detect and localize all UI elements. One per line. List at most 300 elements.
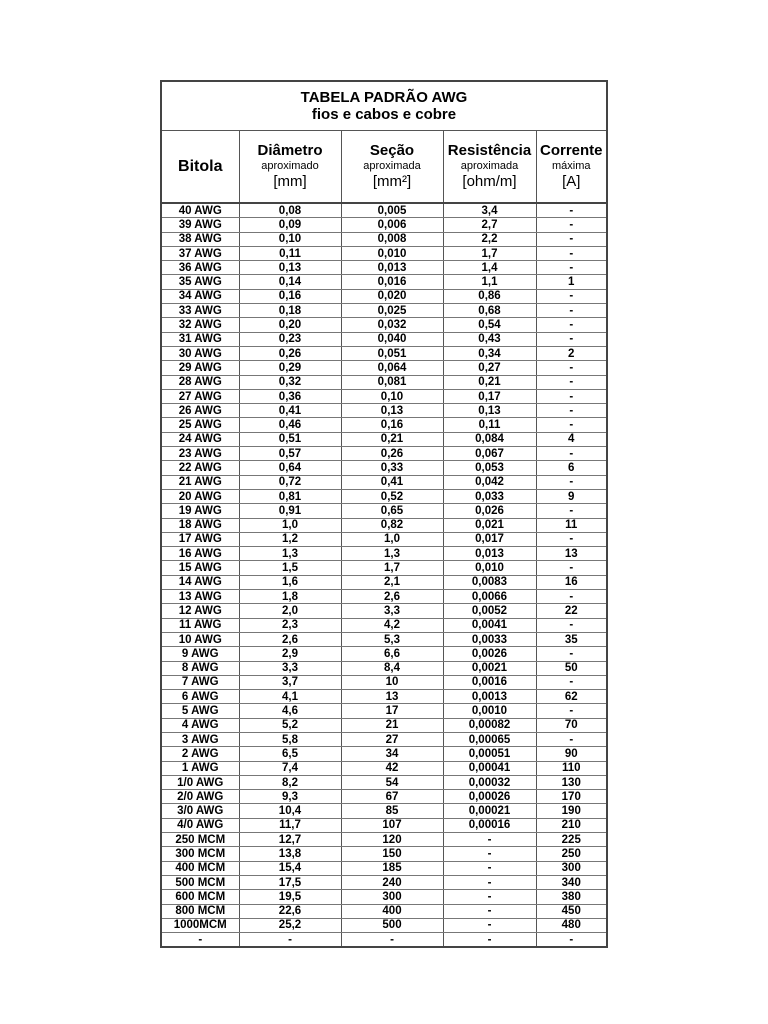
diametro-cell: 5,2 — [239, 718, 341, 732]
secao-cell: 120 — [341, 833, 443, 847]
header-corrente — [536, 131, 606, 203]
bitola-cell: 35 AWG — [162, 275, 239, 289]
secao-cell: 185 — [341, 861, 443, 875]
bitola-cell: 34 AWG — [162, 289, 239, 303]
resistencia-cell: - — [443, 833, 536, 847]
table-row — [162, 632, 606, 646]
secao-cell: 0,41 — [341, 475, 443, 489]
bitola-cell: 27 AWG — [162, 389, 239, 403]
secao-cell: 0,008 — [341, 232, 443, 246]
resistencia-cell: 0,0033 — [443, 632, 536, 646]
bitola-cell: 16 AWG — [162, 547, 239, 561]
table-row — [162, 332, 606, 346]
secao-cell: 2,1 — [341, 575, 443, 589]
secao-cell: 1,0 — [341, 532, 443, 546]
corrente-cell: - — [536, 289, 606, 303]
table-row — [162, 547, 606, 561]
table-title: TABELA PADRÃO AWG — [300, 89, 468, 106]
resistencia-cell: 0,00051 — [443, 747, 536, 761]
secao-cell: 6,6 — [341, 647, 443, 661]
resistencia-cell: 1,7 — [443, 246, 536, 260]
diametro-cell: 13,8 — [239, 847, 341, 861]
corrente-cell: - — [536, 404, 606, 418]
corrente-cell: - — [536, 318, 606, 332]
secao-cell: 400 — [341, 904, 443, 918]
diametro-cell: 7,4 — [239, 761, 341, 775]
resistencia-cell: 0,0026 — [443, 647, 536, 661]
bitola-cell: 38 AWG — [162, 232, 239, 246]
secao-cell: 0,21 — [341, 432, 443, 446]
diametro-cell: 10,4 — [239, 804, 341, 818]
resistencia-cell: 0,033 — [443, 489, 536, 503]
resistencia-cell: 1,4 — [443, 261, 536, 275]
resistencia-cell: 0,00041 — [443, 761, 536, 775]
table-row — [162, 675, 606, 689]
secao-cell: 3,3 — [341, 604, 443, 618]
resistencia-cell: 0,00021 — [443, 804, 536, 818]
awg-table-sheet — [160, 80, 608, 948]
resistencia-cell: 0,27 — [443, 361, 536, 375]
diametro-cell: 0,18 — [239, 304, 341, 318]
diametro-cell: 15,4 — [239, 861, 341, 875]
bitola-cell: 500 MCM — [162, 875, 239, 889]
bitola-cell: 21 AWG — [162, 475, 239, 489]
diametro-cell: 0,20 — [239, 318, 341, 332]
corrente-cell: 110 — [536, 761, 606, 775]
bitola-cell: 30 AWG — [162, 346, 239, 360]
bitola-cell: 800 MCM — [162, 904, 239, 918]
table-row — [162, 203, 606, 218]
diametro-cell: 0,16 — [239, 289, 341, 303]
resistencia-cell: - — [443, 933, 536, 947]
header-diametro-unit: [mm] — [273, 173, 307, 190]
table-row — [162, 304, 606, 318]
secao-cell: 0,10 — [341, 389, 443, 403]
bitola-cell: 19 AWG — [162, 504, 239, 518]
resistencia-cell: 2,2 — [443, 232, 536, 246]
diametro-cell: 0,32 — [239, 375, 341, 389]
secao-cell: 10 — [341, 675, 443, 689]
corrente-cell: - — [536, 732, 606, 746]
resistencia-cell: 0,0010 — [443, 704, 536, 718]
resistencia-cell: 0,11 — [443, 418, 536, 432]
corrente-cell: 250 — [536, 847, 606, 861]
table-row — [162, 804, 606, 818]
diametro-cell: 1,0 — [239, 518, 341, 532]
secao-cell: 0,025 — [341, 304, 443, 318]
secao-cell: 1,3 — [341, 547, 443, 561]
corrente-cell: - — [536, 647, 606, 661]
resistencia-cell: 0,026 — [443, 504, 536, 518]
diametro-cell: 0,23 — [239, 332, 341, 346]
corrente-cell: - — [536, 246, 606, 260]
corrente-cell: 170 — [536, 790, 606, 804]
bitola-cell: 1 AWG — [162, 761, 239, 775]
corrente-cell: - — [536, 332, 606, 346]
secao-cell: - — [341, 933, 443, 947]
bitola-cell: 25 AWG — [162, 418, 239, 432]
table-row — [162, 590, 606, 604]
bitola-cell: 13 AWG — [162, 590, 239, 604]
diametro-cell: 3,3 — [239, 661, 341, 675]
diametro-cell: 0,81 — [239, 489, 341, 503]
secao-cell: 0,33 — [341, 461, 443, 475]
corrente-cell: 11 — [536, 518, 606, 532]
diametro-cell: 0,14 — [239, 275, 341, 289]
resistencia-cell: 0,00082 — [443, 718, 536, 732]
header-secao-unit: [mm²] — [372, 173, 412, 190]
table-row — [162, 847, 606, 861]
secao-cell: 17 — [341, 704, 443, 718]
secao-cell: 54 — [341, 775, 443, 789]
bitola-cell: 33 AWG — [162, 304, 239, 318]
corrente-cell: 210 — [536, 818, 606, 832]
table-row — [162, 418, 606, 432]
table-row — [162, 690, 606, 704]
bitola-cell: 7 AWG — [162, 675, 239, 689]
bitola-cell: 32 AWG — [162, 318, 239, 332]
bitola-cell: 22 AWG — [162, 461, 239, 475]
table-row — [162, 918, 606, 932]
secao-cell: 0,051 — [341, 346, 443, 360]
corrente-cell: 90 — [536, 747, 606, 761]
bitola-cell: 400 MCM — [162, 861, 239, 875]
resistencia-cell: 0,067 — [443, 447, 536, 461]
table-row — [162, 461, 606, 475]
resistencia-cell: 0,0041 — [443, 618, 536, 632]
secao-cell: 27 — [341, 732, 443, 746]
corrente-cell: - — [536, 933, 606, 947]
resistencia-cell: - — [443, 875, 536, 889]
secao-cell: 0,081 — [341, 375, 443, 389]
secao-cell: 240 — [341, 875, 443, 889]
table-row — [162, 618, 606, 632]
bitola-cell: 5 AWG — [162, 704, 239, 718]
diametro-cell: 0,13 — [239, 261, 341, 275]
secao-cell: 0,032 — [341, 318, 443, 332]
resistencia-cell: 1,1 — [443, 275, 536, 289]
corrente-cell: 225 — [536, 833, 606, 847]
table-row — [162, 818, 606, 832]
corrente-cell: 1 — [536, 275, 606, 289]
resistencia-cell: 0,021 — [443, 518, 536, 532]
diametro-cell: 1,6 — [239, 575, 341, 589]
table-row — [162, 389, 606, 403]
diametro-cell: 0,10 — [239, 232, 341, 246]
resistencia-cell: - — [443, 904, 536, 918]
secao-cell: 300 — [341, 890, 443, 904]
corrente-cell: - — [536, 375, 606, 389]
resistencia-cell: 0,0021 — [443, 661, 536, 675]
secao-cell: 0,13 — [341, 404, 443, 418]
diametro-cell: 0,09 — [239, 218, 341, 232]
bitola-cell: 6 AWG — [162, 690, 239, 704]
corrente-cell: 340 — [536, 875, 606, 889]
resistencia-cell: 0,34 — [443, 346, 536, 360]
secao-cell: 67 — [341, 790, 443, 804]
table-row — [162, 346, 606, 360]
bitola-cell: 12 AWG — [162, 604, 239, 618]
bitola-cell: 8 AWG — [162, 661, 239, 675]
diametro-cell: 0,57 — [239, 447, 341, 461]
corrente-cell: - — [536, 590, 606, 604]
resistencia-cell: 0,010 — [443, 561, 536, 575]
header-corrente-sub: máxima — [551, 160, 591, 172]
bitola-cell: 15 AWG — [162, 561, 239, 575]
table-row — [162, 933, 606, 947]
resistencia-cell: 0,0066 — [443, 590, 536, 604]
corrente-cell: 22 — [536, 604, 606, 618]
corrente-cell: 2 — [536, 346, 606, 360]
secao-cell: 0,26 — [341, 447, 443, 461]
diametro-cell: 1,3 — [239, 547, 341, 561]
resistencia-cell: 0,00016 — [443, 818, 536, 832]
diametro-cell: 1,5 — [239, 561, 341, 575]
secao-cell: 0,016 — [341, 275, 443, 289]
bitola-cell: 300 MCM — [162, 847, 239, 861]
diametro-cell: 0,72 — [239, 475, 341, 489]
secao-cell: 150 — [341, 847, 443, 861]
resistencia-cell: - — [443, 847, 536, 861]
table-row — [162, 747, 606, 761]
header-bitola — [162, 131, 239, 203]
bitola-cell: 18 AWG — [162, 518, 239, 532]
secao-cell: 85 — [341, 804, 443, 818]
corrente-cell: - — [536, 218, 606, 232]
table-row — [162, 732, 606, 746]
header-resistencia-unit: [ohm/m] — [462, 173, 517, 190]
table-row — [162, 532, 606, 546]
bitola-cell: 1/0 AWG — [162, 775, 239, 789]
table-row — [162, 246, 606, 260]
diametro-cell: 2,3 — [239, 618, 341, 632]
table-body — [162, 203, 606, 946]
diametro-cell: 3,7 — [239, 675, 341, 689]
secao-cell: 0,020 — [341, 289, 443, 303]
corrente-cell: 4 — [536, 432, 606, 446]
resistencia-cell: 0,00026 — [443, 790, 536, 804]
secao-cell: 0,16 — [341, 418, 443, 432]
bitola-cell: 36 AWG — [162, 261, 239, 275]
table-row — [162, 375, 606, 389]
resistencia-cell: 0,0016 — [443, 675, 536, 689]
bitola-cell: 17 AWG — [162, 532, 239, 546]
resistencia-cell: 0,0083 — [443, 575, 536, 589]
header-secao-label: Seção — [369, 142, 415, 159]
header-corrente-unit: [A] — [562, 173, 581, 190]
corrente-cell: 190 — [536, 804, 606, 818]
corrente-cell: - — [536, 261, 606, 275]
corrente-cell: - — [536, 618, 606, 632]
bitola-cell: 4 AWG — [162, 718, 239, 732]
table-row — [162, 275, 606, 289]
resistencia-cell: 0,00032 — [443, 775, 536, 789]
table-row — [162, 647, 606, 661]
header-resistencia — [443, 131, 536, 203]
bitola-cell: 20 AWG — [162, 489, 239, 503]
table-row — [162, 447, 606, 461]
diametro-cell: 0,26 — [239, 346, 341, 360]
secao-cell: 34 — [341, 747, 443, 761]
header-row — [162, 131, 606, 203]
resistencia-cell: 3,4 — [443, 203, 536, 218]
secao-cell: 1,7 — [341, 561, 443, 575]
table-row — [162, 775, 606, 789]
table-row — [162, 833, 606, 847]
bitola-cell: 24 AWG — [162, 432, 239, 446]
secao-cell: 8,4 — [341, 661, 443, 675]
secao-cell: 0,52 — [341, 489, 443, 503]
table-row — [162, 875, 606, 889]
resistencia-cell: 0,21 — [443, 375, 536, 389]
diametro-cell: 2,6 — [239, 632, 341, 646]
header-secao — [341, 131, 443, 203]
table-row — [162, 604, 606, 618]
table-row — [162, 790, 606, 804]
corrente-cell: 130 — [536, 775, 606, 789]
table-row — [162, 561, 606, 575]
secao-cell: 4,2 — [341, 618, 443, 632]
secao-cell: 107 — [341, 818, 443, 832]
corrente-cell: 50 — [536, 661, 606, 675]
table-row — [162, 404, 606, 418]
header-diametro-sub: aproximado — [261, 160, 319, 172]
secao-cell: 0,040 — [341, 332, 443, 346]
bitola-cell: - — [198, 933, 203, 946]
resistencia-cell: 0,86 — [443, 289, 536, 303]
corrente-cell: 300 — [536, 861, 606, 875]
diametro-cell: 0,11 — [239, 246, 341, 260]
diametro-cell: 12,7 — [239, 833, 341, 847]
corrente-cell: - — [536, 389, 606, 403]
header-resistencia-label: Resistência — [447, 142, 532, 159]
corrente-cell: - — [536, 475, 606, 489]
diametro-cell: 4,6 — [239, 704, 341, 718]
bitola-cell: 600 MCM — [162, 890, 239, 904]
table-row — [162, 761, 606, 775]
bitola-cell: 23 AWG — [162, 447, 239, 461]
corrente-cell: 9 — [536, 489, 606, 503]
resistencia-cell: - — [443, 918, 536, 932]
diametro-cell: 17,5 — [239, 875, 341, 889]
secao-cell: 0,013 — [341, 261, 443, 275]
secao-cell: 0,010 — [341, 246, 443, 260]
header-bitola-label: Bitola — [178, 158, 223, 175]
corrente-cell: 16 — [536, 575, 606, 589]
diametro-cell: 6,5 — [239, 747, 341, 761]
resistencia-cell: 0,43 — [443, 332, 536, 346]
secao-cell: 0,65 — [341, 504, 443, 518]
resistencia-cell: 0,00065 — [443, 732, 536, 746]
header-diametro-label: Diâmetro — [257, 142, 323, 159]
diametro-cell: 0,29 — [239, 361, 341, 375]
diametro-cell: 22,6 — [239, 904, 341, 918]
bitola-cell: 250 MCM — [162, 833, 239, 847]
table-row — [162, 318, 606, 332]
header-secao-sub: aproximada — [363, 160, 421, 172]
table-row — [162, 289, 606, 303]
bitola-cell: 10 AWG — [162, 632, 239, 646]
diametro-cell: 2,9 — [239, 647, 341, 661]
bitola-cell: 2/0 AWG — [162, 790, 239, 804]
resistencia-cell: - — [443, 890, 536, 904]
resistencia-cell: 0,68 — [443, 304, 536, 318]
resistencia-cell: - — [443, 861, 536, 875]
secao-cell: 5,3 — [341, 632, 443, 646]
table-row — [162, 361, 606, 375]
bitola-cell: 40 AWG — [162, 203, 239, 218]
table-row — [162, 575, 606, 589]
corrente-cell: - — [536, 232, 606, 246]
bitola-cell: 29 AWG — [162, 361, 239, 375]
table-row — [162, 475, 606, 489]
diametro-cell: 19,5 — [239, 890, 341, 904]
corrente-cell: 450 — [536, 904, 606, 918]
corrente-cell: - — [536, 361, 606, 375]
bitola-cell: 11 AWG — [162, 618, 239, 632]
awg-table — [162, 131, 606, 946]
resistencia-cell: 0,017 — [443, 532, 536, 546]
corrente-cell: 62 — [536, 690, 606, 704]
corrente-cell: 6 — [536, 461, 606, 475]
bitola-cell: 28 AWG — [162, 375, 239, 389]
table-row — [162, 718, 606, 732]
secao-cell: 13 — [341, 690, 443, 704]
diametro-cell: 0,46 — [239, 418, 341, 432]
table-row — [162, 232, 606, 246]
diametro-cell: 2,0 — [239, 604, 341, 618]
secao-cell: 2,6 — [341, 590, 443, 604]
diametro-cell: 4,1 — [239, 690, 341, 704]
corrente-cell: - — [536, 561, 606, 575]
table-row — [162, 890, 606, 904]
corrente-cell: - — [536, 304, 606, 318]
corrente-cell: - — [536, 532, 606, 546]
table-row — [162, 861, 606, 875]
resistencia-cell: 0,084 — [443, 432, 536, 446]
resistencia-cell: 0,013 — [443, 547, 536, 561]
diametro-cell: 0,41 — [239, 404, 341, 418]
diametro-cell: 5,8 — [239, 732, 341, 746]
secao-cell: 0,82 — [341, 518, 443, 532]
corrente-cell: 480 — [536, 918, 606, 932]
bitola-cell: 9 AWG — [162, 647, 239, 661]
table-row — [162, 489, 606, 503]
resistencia-cell: 0,0013 — [443, 690, 536, 704]
bitola-cell: 1000MCM — [162, 918, 239, 932]
header-corrente-label: Corrente — [539, 142, 603, 159]
diametro-cell: 8,2 — [239, 775, 341, 789]
secao-cell: 500 — [341, 918, 443, 932]
bitola-cell: 3 AWG — [162, 732, 239, 746]
bitola-cell: 4/0 AWG — [162, 818, 239, 832]
corrente-cell: 13 — [536, 547, 606, 561]
secao-cell: 42 — [341, 761, 443, 775]
bitola-cell: 3/0 AWG — [162, 804, 239, 818]
table-row — [162, 904, 606, 918]
bitola-cell: 14 AWG — [162, 575, 239, 589]
resistencia-cell: 0,54 — [443, 318, 536, 332]
table-row — [162, 504, 606, 518]
resistencia-cell: 0,053 — [443, 461, 536, 475]
table-row — [162, 432, 606, 446]
bitola-cell: 39 AWG — [162, 218, 239, 232]
secao-cell: 21 — [341, 718, 443, 732]
corrente-cell: 70 — [536, 718, 606, 732]
corrente-cell: - — [536, 203, 606, 218]
corrente-cell: - — [536, 704, 606, 718]
bitola-cell: 31 AWG — [162, 332, 239, 346]
